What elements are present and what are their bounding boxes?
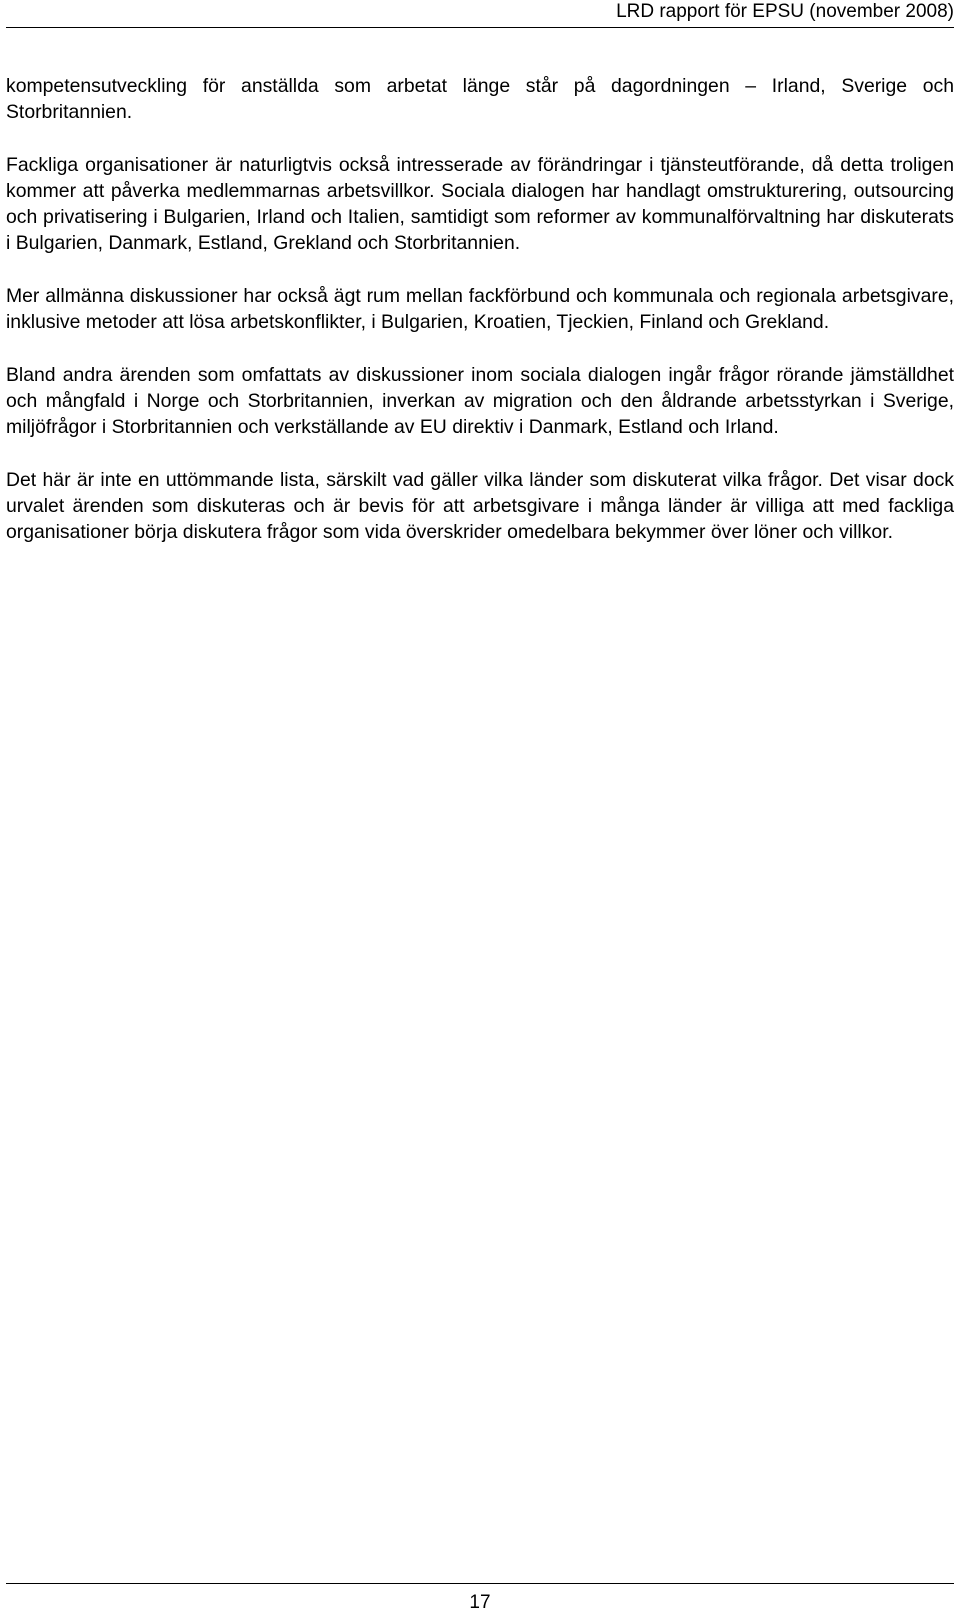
paragraph-1: kompetensutveckling för anställda som arbetat länge står på dagordningen – Irland, Sverige och Storbritannien. (6, 75, 954, 123)
paragraph-5: Det här är inte en uttömmande lista, särskilt vad gäller vilka länder som diskuterat vilka frågor. Det visar dock urvalet ärenden som diskuteras och är bevis för att arbetsgivare i många länder är villiga att med fackliga organisationer börja diskutera frågor som vida överskrider omedelbara bekymmer över löner och villkor. (6, 469, 954, 543)
paragraph-2: Fackliga organisationer är naturligtvis också intresserade av förändringar i tjänsteutförande, då detta troligen kommer att påverka medlemmarnas arbetsvillkor. Sociala dialogen har handlagt omstrukturering, outsourcing och privatisering i Bulgarien, Irland och Italien, samtidigt som reformer av kommunalförvaltning har diskuterats i Bulgarien, Danmark, Estland, Grekland och Storbritannien. (6, 154, 954, 254)
header-divider (6, 27, 954, 28)
footer-divider (6, 1583, 954, 1584)
running-header: LRD rapport för EPSU (november 2008) (616, 1, 954, 22)
paragraph-4: Bland andra ärenden som omfattats av diskussioner inom sociala dialogen ingår frågor rörande jämställdhet och mångfald i Norge och Storbritannien, inverkan av migration och den åldrande arbetsstyrkan i Sverige, miljöfrågor i Storbritannien och verkställande av EU direktiv i Danmark, Estland och Irland. (6, 364, 954, 438)
document-body (6, 73, 954, 572)
paragraph-3: Mer allmänna diskussioner har också ägt rum mellan fackförbund och kommunala och regionala arbetsgivare, inklusive metoder att lösa arbetskonflikter, i Bulgarien, Kroatien, Tjeckien, Finland och Grekland. (6, 285, 954, 333)
page-number: 17 (469, 1592, 491, 1613)
